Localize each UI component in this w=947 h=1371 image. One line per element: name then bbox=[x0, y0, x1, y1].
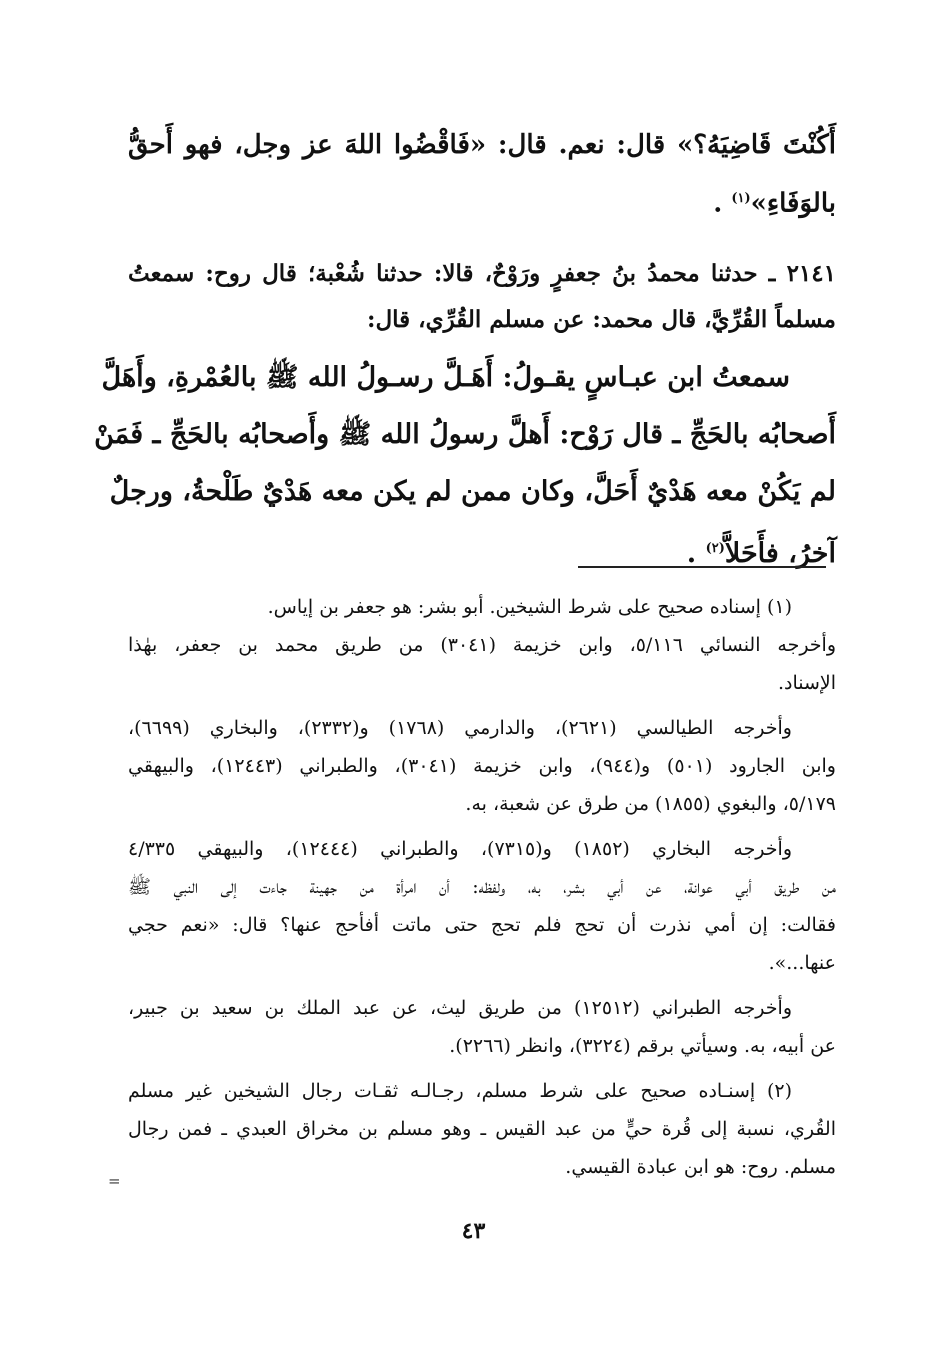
footnote-1-line-3: الإسناد. bbox=[777, 672, 836, 694]
footnotes bbox=[128, 588, 836, 1193]
hadith-text-line-4 bbox=[128, 520, 836, 582]
footnote-1b-line-1: وأخرجه الطيالسي (٢٦٢١)، والدارمي (١٧٦٨) و(٢٣٣٢)، والبخاري (٦٦٩٩)، bbox=[128, 717, 792, 739]
continuation-text: بالوَفَاءِ» bbox=[750, 188, 836, 219]
footnote-1b-line-3: ٥/١٧٩، والبغوي (١٨٥٥) من طرق عن شعبة، به. bbox=[465, 793, 836, 815]
footnote-1 bbox=[128, 588, 836, 702]
footnote-1c-line-2: من طريق أبي عوانة، عن أبي بشر، به، ولفظه: أن امرأة من جهينة جاءت إلى النبي ﷺ bbox=[128, 876, 836, 898]
hadith-isnad bbox=[128, 251, 836, 343]
footnote-ref-1[interactable]: (١) bbox=[731, 191, 751, 206]
footnote-1d-line-2: عن أبيه، به. وسيأتي برقم (٣٢٢٤)، وانظر (٢٢٦٦). bbox=[449, 1035, 836, 1057]
footnote-1-part-b bbox=[128, 709, 836, 823]
continuation-period: . bbox=[713, 188, 723, 219]
footnote-2-line-1: (٢) إسنـاده صحيح على شرط مسلم، رجـالـه ثقـات رجال الشيخين غير مسلم bbox=[128, 1080, 792, 1102]
footnote-1c-line-1: وأخرجه البخاري (١٨٥٢) و(٧٣١٥)، والطبراني (١٢٤٤٤)، والبيهقي ٤/٣٣٥ bbox=[128, 838, 792, 860]
footnote-1c-line-3: فقالت: إن أمي نذرت أن تحج فلم تحج حتى ماتت أفأحج عنها؟ قال: «نعم حجي bbox=[128, 914, 836, 936]
footnote-1c-line-4: عنها...». bbox=[768, 952, 836, 974]
hadith-text-line-2: أَصحابُه بالحَجِّ ـ قال رَوْح: أَهلَّ رسولُ الله ﷺ وأَصحابُه بالحَجِّ ـ فَمَنْ bbox=[94, 418, 836, 450]
main-text bbox=[94, 118, 836, 582]
hadith-text-line-3: لم يَكُنْ معه هَدْيٌ أَحَلَّ، وكان ممن لم يكن معه هَدْيٌ طَلْحةُ، ورجلٌ bbox=[109, 475, 836, 507]
hadith-text-line-1: سمعتُ ابن عبـاسٍ يقـولُ: أَهَـلَّ رسـولُ الله ﷺ بالعُمْرةِ، وأَهَلَّ bbox=[101, 361, 790, 393]
footnote-1-line-1: (١) إسناده صحيح على شرط الشيخين. أبو بشر: هو جعفر بن إياس. bbox=[267, 596, 792, 618]
hadith-text-end: آخرُ، فأَحَلاَّ bbox=[724, 537, 836, 569]
footnote-2 bbox=[128, 1072, 836, 1186]
hadith-period: . bbox=[686, 537, 697, 569]
footnote-2-line-2: القُري، نسبة إلى قُرة حيٍّ من عبد القيس ـ وهو مسلم بن مخراق العبدي ـ فمن رجال bbox=[128, 1118, 836, 1140]
footnote-1b-line-2: وابن الجارود (٥٠١) و(٩٤٤)، وابن خزيمة (٣٠٤١)، والطبراني (١٢٤٤٣)، والبيهقي bbox=[128, 755, 836, 777]
footnote-1-part-d bbox=[128, 989, 836, 1065]
footnote-1-line-2: وأخرجه النسائي ٥/١١٦، وابن خزيمة (٣٠٤١) من طريق محمد بن جعفر، بهٰذا bbox=[128, 634, 837, 656]
footnote-1-part-c bbox=[128, 830, 836, 982]
continuation-paragraph bbox=[128, 118, 836, 231]
continuation-mark: = bbox=[108, 1172, 121, 1190]
footnote-divider bbox=[578, 566, 826, 568]
continuation-line-1: أَكُنْتَ قَاضِيَهُ؟» قال: نعم. قال: «فَاقْضُوا اللهَ عز وجل، فهو أَحقُّ bbox=[128, 130, 836, 160]
footnote-1d-line-1: وأخرجه الطبراني (١٢٥١٢) من طريق ليث، عن عبد الملك بن سعيد بن جبير، bbox=[128, 997, 792, 1019]
page-number: ٤٣ bbox=[461, 1218, 486, 1244]
hadith-head-line-2: مسلماً القُرِّيَّ، قال محمد: عن مسلم القُرِّي، قال: bbox=[366, 305, 836, 333]
hadith-head-line-1: ٢١٤١ ـ حدثنا محمدُ بنُ جعفرٍ ورَوْحٌ، قالا: حدثنا شُعْبة؛ قال روح: سمعتُ bbox=[128, 259, 836, 287]
hadith-matn bbox=[94, 349, 836, 582]
footnote-2-line-3: مسلم. روح: هو ابن عبادة القيسي. bbox=[565, 1156, 836, 1178]
continuation-line-2 bbox=[128, 172, 836, 231]
footnote-ref-2[interactable]: (٢) bbox=[705, 540, 725, 556]
